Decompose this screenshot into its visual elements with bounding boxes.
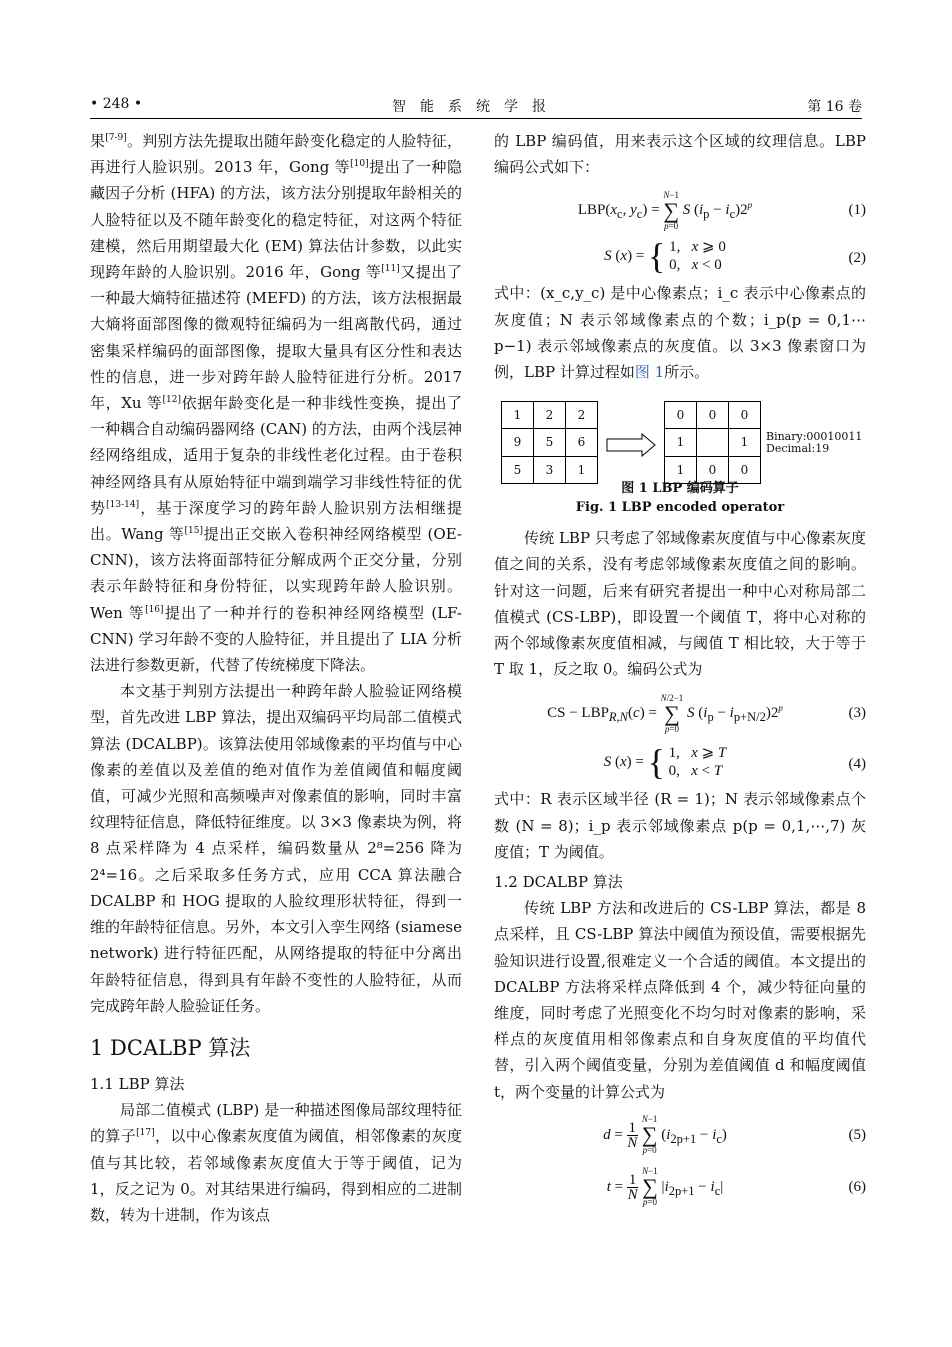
header-rule xyxy=(90,118,862,119)
subsection-heading-1-1: 1.1 LBP 算法 xyxy=(90,1074,185,1093)
page-header xyxy=(90,90,862,118)
equation-1: $LBP(x_c$, $y_c) = N-1$ ∑ p=0 S $(i_p - i_c)2^p$ (1) xyxy=(577,189,866,231)
equation-number: (6) xyxy=(848,1178,866,1195)
right-paragraph-3: 传统 LBP 只考虑了邻域像素灰度值与中心像素灰度值之间的关系，没有考虑邻域像素灰度值之间的影响。针对这一问题，后来有研究者提出一种中心对称局部二值模式 (CS-LBP)，即设置一个阈值 T，将中心对称的两个邻域像素灰度值相减，与阈值 T 相比较，大于等于 T 取 1，反之取 0。编码公式为 xyxy=(494,529,866,679)
figure-1 xyxy=(494,401,866,517)
right-column xyxy=(494,128,866,1213)
citation[interactable]: [11] xyxy=(381,264,400,275)
equation-6: t = $\frac{1}{N}$ N−1 ∑ p=0 $|i_{2p+1} - i_c|$ (6) xyxy=(606,1166,866,1208)
equation-5: d = $\frac{1}{N}$ N−1 ∑ p=0 $(i_{2p+1} - i_c)$ (5) xyxy=(603,1114,866,1156)
equation-2: S (x) = { 1, x ⩾ 0 0, x < 0 (2) xyxy=(604,236,866,277)
output-grid: 0 0 0 1 1 1 0 0 xyxy=(664,401,761,484)
equation-number: (3) xyxy=(848,705,866,722)
right-paragraph-5: 传统 LBP 方法和改进后的 CS-LBP 算法，都是 8 点采样，且 CS-LBP 算法中阈值为预设值，需要根据先验知识进行设置,很难定义一个合适的阈值。本文提出的 DCALBP 方法将采样点降低到 4 个，减少特征向量的维度，同时考虑了光照变化不均匀时对像素的影响，采样点的灰度值用相邻像素点和自身灰度值的平均值代替，引入两个阈值变量，分别为差值阈值 d 和幅度阈值 t，两个变量的计算公式为 xyxy=(494,899,866,1101)
figure-link[interactable]: 图 1 xyxy=(634,363,665,382)
citation[interactable]: [10] xyxy=(350,159,369,170)
left-paragraph-2: 本文基于判别方法提出一种跨年龄人脸验证网络模型，首先改进 LBP 算法，提出双编码平均局部二值模式算法 (DCALBP)。该算法使用邻域像素的平均值与中心像素的差值以及差值的绝对值作为差值阈值和幅度阈值，可减少光照和高频噪声对像素值的影响，同时丰富纹理特征信息，降低特征维度。以 3×3 像素块为例，将 8 点采样降为 4 点采样，编码数量从 2⁸=256 降为 2⁴=16。之后采取多任务方式，应用 CCA 算法融合 DCALBP 和 HOG 提取的人脸纹理形状特征，得到一维的年龄特征信息。另外，本文引入孪生网络 (siamese network) 进行特征匹配，从网络提取的特征中分离出年龄特征信息，得到具有年龄不变性的人脸特征，从而完成跨年龄人脸验证任务。 xyxy=(90,682,462,1015)
volume-label: 第 16 卷 xyxy=(807,99,862,115)
equation-number: (1) xyxy=(848,202,866,219)
input-grid: 1 2 2 9 5 6 5 3 1 xyxy=(501,401,598,484)
page-number: • 248 • xyxy=(90,96,143,112)
citation[interactable]: [17] xyxy=(136,1128,155,1139)
left-paragraph-1: 果[7-9]。判别方法先提取出随年龄变化稳定的人脸特征，再进行人脸识别。2013 年，Gong 等[10]提出了一种隐藏因子分析 (HFA) 的方法，该方法分别提取年龄相关的人脸特征以及不随年龄变化的稳定特征，对这两个特征建模，然后用期望最大化 (EM) 算法估计参数，以此实现跨年龄的人脸识别。2016 年，Gong 等[11]又提出了一种最大熵特征描述符 (MEFD) 的方法，该方法根据最大熵将面部图像的微观特征编码为一组离散代码，通过密集采样编码的面部图像，提取大量具有区分性和表达性的信息，进一步对跨年龄人脸特征进行分析。2017 年，Xu 等[12]依据年龄变化是一种非线性变换，提出了一种耦合自动编码器网络 (CAN) 的方法，由两个浅层神经网络组成，适用于复杂的非线性老化过程。由于卷积神经网络具有从原始特征中端到端学习非线性特征的优势[13-14]，基于深度学习的跨年龄人脸识别方法相继提出。Wang 等[15]提出正交嵌入卷积神经网络模型 (OE-CNN)，该方法将面部特征分解成两个正交分量，分别表示年龄特征和身份特征，以实现跨年龄人脸识别。Wen 等[16]提出了一种并行的卷积神经网络模型 (LF-CNN) 学习年龄不变的人脸特征，并且提出了 LIA 分析法进行参数更新，代替了传统梯度下降法。 xyxy=(90,132,462,675)
equation-number: (2) xyxy=(848,250,866,267)
right-paragraph-4: 式中：R 表示区域半径 (R = 1)；N 表示邻域像素点个数 (N = 8)；i_p 表示邻域像素点 p(p = 0,1,⋯,7) 灰度值；T 为阈值。 xyxy=(494,790,866,861)
arrow-right-icon xyxy=(606,433,656,457)
equation-4: S (x) = { 1, x ⩾ T 0, x < T (4) xyxy=(603,742,866,783)
citation[interactable]: [16] xyxy=(145,604,164,615)
citation[interactable]: [15] xyxy=(184,526,204,537)
section-heading-1: 1 DCALBP 算法 xyxy=(90,1035,251,1060)
equation-3: CS − $LBP_{R,N}(c) = N/2-1$ ∑ p=0 S $(i_p - i_{p+N/2})2^p$ (3) xyxy=(547,693,866,734)
citation[interactable]: [12] xyxy=(162,395,182,406)
right-paragraph-2: 式中：(x_c,y_c) 是中心像素点；i_c 表示中心像素点的灰度值；N 表示邻域像素点的个数；i_p(p = 0,1⋯ p−1) 表示邻域像素点的灰度值。以 3×3 像素窗口为例，LBP 计算过程如图 1所示。 xyxy=(494,284,866,382)
journal-title: 智能系统学报 xyxy=(392,99,560,115)
binary-decimal-label: Binary:00010011 Decimal:19 xyxy=(766,430,863,456)
citation[interactable]: [13-14] xyxy=(106,499,140,510)
equation-number: (4) xyxy=(848,756,866,773)
citation[interactable]: [7-9] xyxy=(105,133,127,143)
figure-caption: 图 1 LBP 编码算子 Fig. 1 LBP encoded operator xyxy=(575,481,785,516)
left-column xyxy=(90,128,462,1228)
equation-number: (5) xyxy=(848,1126,866,1143)
left-paragraph-3: 局部二值模式 (LBP) 是一种描述图像局部纹理特征的算子[17]，以中心像素灰度值为阈值，相邻像素的灰度值与其比较，若邻域像素灰度值大于等于阈值，记为 1，反之记为 0。对其结果进行编码，得到相应的二进制数，转为十进制，作为该点 xyxy=(90,1101,462,1224)
subsection-heading-1-2: 1.2 DCALBP 算法 xyxy=(494,873,623,892)
right-paragraph-1: 的 LBP 编码值，用来表示这个区域的纹理信息。LBP 编码公式如下： xyxy=(494,132,866,177)
